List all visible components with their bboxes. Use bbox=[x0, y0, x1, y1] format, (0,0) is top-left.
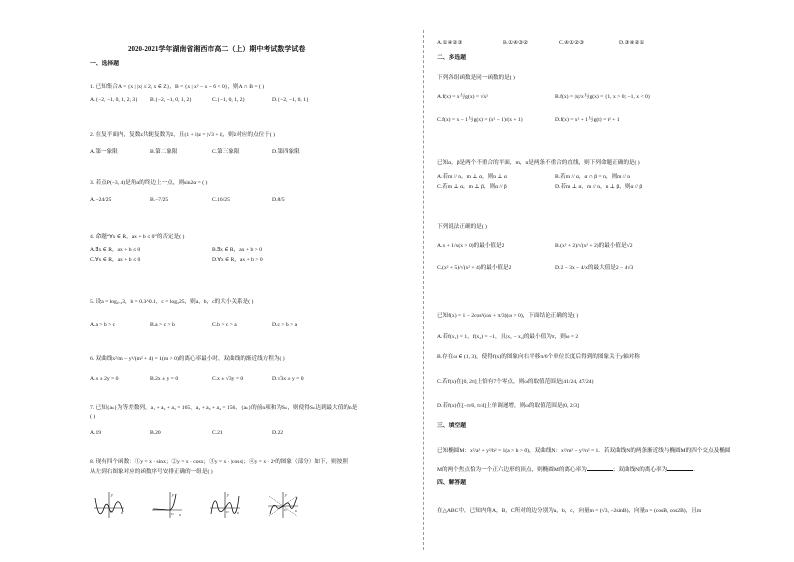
q1-option-d: D.{−2, −1, 0, 1} bbox=[272, 97, 309, 103]
q1-option-a: A.{−2, −1, 0, 1, 2, 3} bbox=[90, 97, 138, 103]
section-fill-heading: 三、填空题 bbox=[437, 423, 466, 429]
q13-line2 bbox=[437, 465, 699, 474]
section-choice-heading: 一、选择题 bbox=[90, 61, 119, 67]
q5-option-d: D.c > b > a bbox=[272, 322, 298, 328]
graph-3-y-label: y bbox=[227, 492, 229, 497]
q6-option-b: B.2x ± y = 0 bbox=[150, 376, 179, 382]
exam-title: 2020-2021学年湖南省湘西市高二（上）期中考试数学试卷 bbox=[128, 45, 306, 53]
graph-4-x-label: x bbox=[295, 508, 297, 513]
q1-option-b: B.{−2, −1, 0, 1, 2} bbox=[150, 97, 192, 103]
q11-option-d: D.2 − 3x − 4/x的最大值是2 − 4√3 bbox=[555, 265, 634, 271]
graph-4-origin-label: O bbox=[284, 508, 287, 512]
q12-option-a: A.若f(x₁) = 1，f(x₂) = −1，且|x₁ − x₂|的最小值为π，则ω = 2 bbox=[437, 334, 579, 340]
q5-option-a: A.a > b > c bbox=[90, 322, 116, 328]
q7-option-a: A.19 bbox=[90, 430, 102, 436]
graph-3-origin-label: O bbox=[226, 510, 229, 514]
graph-2-y-label: y bbox=[172, 492, 174, 497]
q9-stem: 下列各组函数是同一函数的是( ) bbox=[437, 75, 515, 81]
q10-option-a: A.若m // n，m ⊥ α，则n ⊥ α bbox=[437, 174, 507, 180]
q5-stem: 5. 设a = log₀.₃3，b = 0.3^0.1，c = log₃25，则a，b，c的大小关系是( ) bbox=[90, 299, 254, 305]
q1-option-c: C.{−1, 0, 1, 2} bbox=[212, 97, 246, 103]
q5-option-c: C.b > c > a bbox=[212, 322, 237, 328]
q7-option-b: B.20 bbox=[150, 430, 161, 436]
graph-1-origin-label: O bbox=[110, 510, 113, 514]
q11-option-b: B.(x² + 2)/√(x² + 2)的最小值是√2 bbox=[555, 243, 633, 249]
q7-stem-line2: ( ) bbox=[90, 414, 96, 420]
q8-option-b: B.①④③② bbox=[503, 40, 529, 46]
graph-4-y-label: y bbox=[285, 492, 287, 497]
section-multi-heading: 二、多选题 bbox=[437, 55, 466, 61]
q9-option-c: C.f(x) = x − 1与g(x) = (x² − 1)/(x + 1) bbox=[437, 117, 523, 123]
q8-graph-4 bbox=[266, 490, 300, 520]
graph-3-x-label: x bbox=[237, 510, 239, 515]
q12-option-c: C.若f(x)在[0, 2π]上恰有7个零点，则ω的取值范围是[41/24, 47/24) bbox=[437, 379, 594, 385]
q8-stem-line2: 从左到右图象对应的函数序号安排正确的一组是( ) bbox=[90, 469, 213, 475]
q13-line2-part1: M的两个焦点恰为一个正六边形的顶点，则椭圆M的离心率为 bbox=[437, 467, 587, 473]
section-answer-heading: 四、解答题 bbox=[437, 480, 466, 486]
q8-graph-1 bbox=[92, 490, 126, 520]
q9-option-a: A.f(x) = x与g(x) = √x² bbox=[437, 94, 488, 100]
q8-option-a: A.①④②③ bbox=[437, 40, 463, 46]
q6-stem: 6. 双曲线x²/m − y²/(m² + 4) = 1(m > 0)的离心率最小时，双曲线的渐近线方程为( ) bbox=[90, 356, 285, 362]
q13-blank-1[interactable] bbox=[587, 465, 613, 471]
q3-option-a: A.−24/25 bbox=[90, 197, 112, 203]
right-column bbox=[423, 0, 794, 562]
q4-option-a: A.∃x ∈ R，ax + b ≤ 0 bbox=[90, 247, 141, 253]
graph-2-x-label: x bbox=[179, 512, 181, 517]
q10-option-c: C.若m ⊥ α，m ⊥ β，则α // β bbox=[437, 184, 507, 190]
q10-stem: 已知α，β是两个不重合的平面，m，n是两条不重合的直线，则下列命题正确的是( ) bbox=[437, 160, 640, 166]
q4-stem: 4. 命题“∀x ∈ R，ax + b ≤ 0”的否定是( ) bbox=[90, 234, 185, 240]
q10-option-b: B.若m // α，α ∩ β = n，则m // n bbox=[555, 174, 631, 180]
graph-3-svg bbox=[208, 490, 242, 520]
graph-2-origin-label: O bbox=[171, 512, 174, 516]
q8-option-c: C.④①②③ bbox=[559, 40, 585, 46]
q6-option-a: A.x ± 2y = 0 bbox=[90, 376, 119, 382]
q11-option-a: A.x + 1/x(x > 0)的最小值是2 bbox=[437, 243, 505, 249]
graph-4-svg bbox=[266, 490, 300, 520]
graph-1-y-label: y bbox=[111, 492, 113, 497]
q3-stem: 3. 若点P(−3, 4)是角α的终边上一点，则sin2α = ( ) bbox=[90, 180, 208, 186]
q3-option-d: D.8/5 bbox=[272, 197, 285, 203]
q12-stem: 已知f(x) = 1 − 2cos²(ωx + π/3)(ω > 0)，下面结论正确的是( ) bbox=[437, 313, 579, 319]
q11-stem: 下列说法正确的是( ) bbox=[437, 224, 487, 230]
q11-option-c: C.(x² + 5)/√(x² + 4)的最小值是2 bbox=[437, 265, 512, 271]
q13-line2-part2: ；双曲线N的离心率为 bbox=[612, 467, 668, 473]
q6-option-d: D.√3x ± y = 0 bbox=[272, 376, 304, 382]
q9-option-d: D.f(x) = x² + 1与g(t) = t² + 1 bbox=[555, 117, 620, 123]
q8-option-d: D.③④②① bbox=[619, 40, 645, 46]
q14-line: 在△ABC中，已知内角A，B，C所对的边分别为a，b，c，向量m = (√3, −2sinB)，向量n = (cosB, cos2B)，且m bbox=[437, 508, 702, 514]
q4-option-b: B.∃x ∈ R，ax + b > 0 bbox=[212, 247, 262, 253]
q7-option-c: C.21 bbox=[212, 430, 223, 436]
q1-stem: 1. 已知集合A = {x | |x| ≤ 2, x ∈ Z}，B = {x | x² − x − 6 < 0}，则A ∩ B = ( ) bbox=[90, 84, 265, 90]
q13-blank-2[interactable] bbox=[667, 465, 693, 471]
q6-option-c: C.x ± √3y = 0 bbox=[212, 376, 244, 382]
q4-option-c: C.∀x ∈ R，ax + b ≤ 0 bbox=[90, 257, 141, 263]
q12-option-b: B.存在ω ∈ (1, 3)，使得f(x)的图象向右平移π/6个单位长度后得到的图象关于y轴对称 bbox=[437, 354, 640, 360]
q13-line1: 已知椭圆M：x²/a² + y²/b² = 1(a > b > 0)，双曲线N：x²/m² − y²/n² = 1．若双曲线N的两条渐近线与椭圆M的四个交点及椭圆 bbox=[437, 448, 731, 454]
q13-line2-part3: ． bbox=[693, 467, 699, 473]
q2-option-d: D.第四象限 bbox=[272, 149, 300, 155]
q5-option-b: B.a > c > b bbox=[150, 322, 175, 328]
q3-option-c: C.16/25 bbox=[212, 197, 230, 203]
q8-stem-line1: 8. 现有四个函数：①y = x · sinx；②y = x · cosx；③y = x · |cosx|；④y = x · 2ˣ的图象（部分）如下，则按照 bbox=[90, 459, 348, 465]
q10-option-d: D.若m ⊥ α，m // n，n ⊥ β，则α // β bbox=[555, 184, 643, 190]
graph-1-svg bbox=[92, 490, 126, 520]
q2-stem: 2. 在复平面内，复数z共轭复数为z̄，且(1 + i)z = |√3 + i|，则z̄对应的点位于( ) bbox=[90, 132, 275, 138]
q3-option-b: B.−7/25 bbox=[150, 197, 169, 203]
graph-2-svg bbox=[150, 490, 184, 520]
q8-graph-2 bbox=[150, 490, 184, 520]
q2-option-a: A.第一象限 bbox=[90, 149, 118, 155]
q2-option-c: C.第三象限 bbox=[212, 149, 240, 155]
q9-option-b: B.f(x) = |x|/x与g(x) = {1, x > 0; −1, x < 0} bbox=[555, 94, 651, 100]
q8-graph-3 bbox=[208, 490, 242, 520]
q4-option-d: D.∀x ∈ R，ax + b > 0 bbox=[212, 257, 263, 263]
q12-option-d: D.若f(x)在[−π/6, π/4]上单调递增，则ω的取值范围是(0, 2/3] bbox=[437, 403, 579, 409]
q7-option-d: D.22 bbox=[272, 430, 284, 436]
q7-stem-line1: 7. 已知{aₙ}为等差数列，a₁ + a₂ + a₃ = 165，a₂ + a₃ + a₄ = 156，{aₙ}的前n项和为Sₙ，则使得Sₙ达到最大值的n是 bbox=[90, 405, 358, 411]
q2-option-b: B.第二象限 bbox=[150, 149, 178, 155]
graph-1-x-label: x bbox=[121, 510, 123, 515]
